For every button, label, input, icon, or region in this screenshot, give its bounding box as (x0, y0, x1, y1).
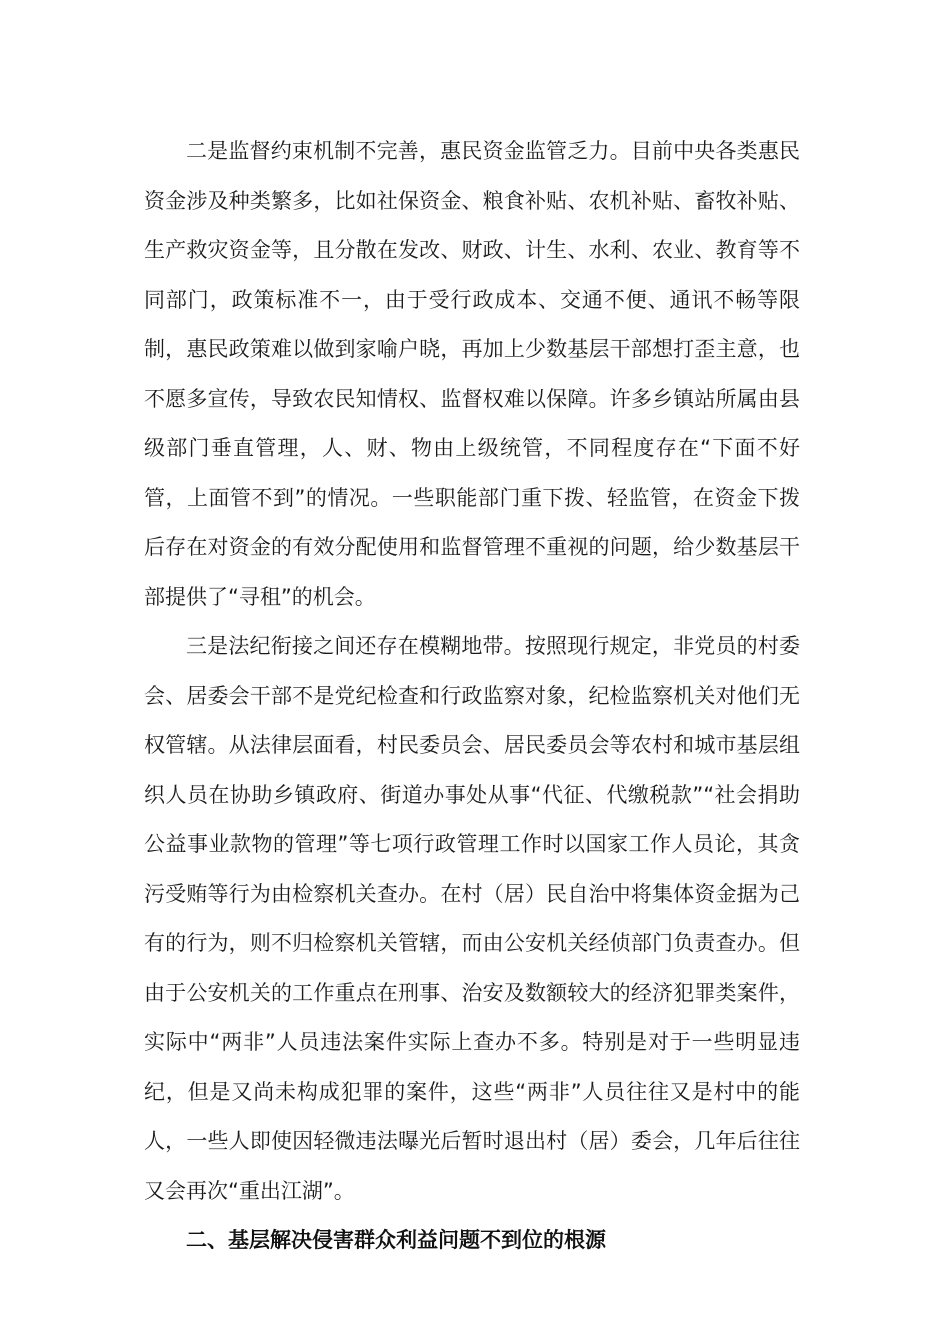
section-heading: 二、基层解决侵害群众利益问题不到位的根源 (186, 1228, 606, 1252)
document-body (144, 127, 800, 1266)
paragraph-supervision-mechanism: 二是监督约束机制不完善，惠民资金监管乏力。目前中央各类惠民资金涉及种类繁多，比如社保资金、粮食补贴、农机补贴、畜牧补贴、生产救灾资金等，且分散在发改、财政、计生、水利、农业、教育等不同部门，政策标准不一，由于受行政成本、交通不便、通讯不畅等限制，惠民政策难以做到家喻户晓，再加上少数基层干部想打歪主意，也不愿多宣传，导致农民知情权、监督权难以保障。许多乡镇站所属由县级部门垂直管理，人、财、物由上级统管，不同程度存在“下面不好管，上面管不到”的情况。一些职能部门重下拨、轻监管，在资金下拨后存在对资金的有效分配使用和监督管理不重视的问题，给少数基层干部提供了“寻租”的机会。 (144, 139, 800, 609)
paragraph-legal-gray-zone: 三是法纪衔接之间还存在模糊地带。按照现行规定，非党员的村委会、居委会干部不是党纪检查和行政监察对象，纪检监察机关对他们无权管辖。从法律层面看，村民委员会、居民委员会等农村和城市基层组织人员在协助乡镇政府、街道办事处从事“代征、代缴税款”“社会捐助公益事业款物的管理”等七项行政管理工作时以国家工作人员论，其贪污受贿等行为由检察机关查办。在村（居）民自治中将集体资金据为己有的行为，则不归检察机关管辖，而由公安机关经侦部门负责查办。但由于公安机关的工作重点在刑事、治安及数额较大的经济犯罪类案件，实际中“两非”人员违法案件实际上查办不多。特别是对于一些明显违纪，但是又尚未构成犯罪的案件，这些“两非”人员往往又是村中的能人，一些人即使因轻微违法曝光后暂时退出村（居）委会，几年后往往又会再次“重出江湖”。 (144, 634, 800, 1203)
